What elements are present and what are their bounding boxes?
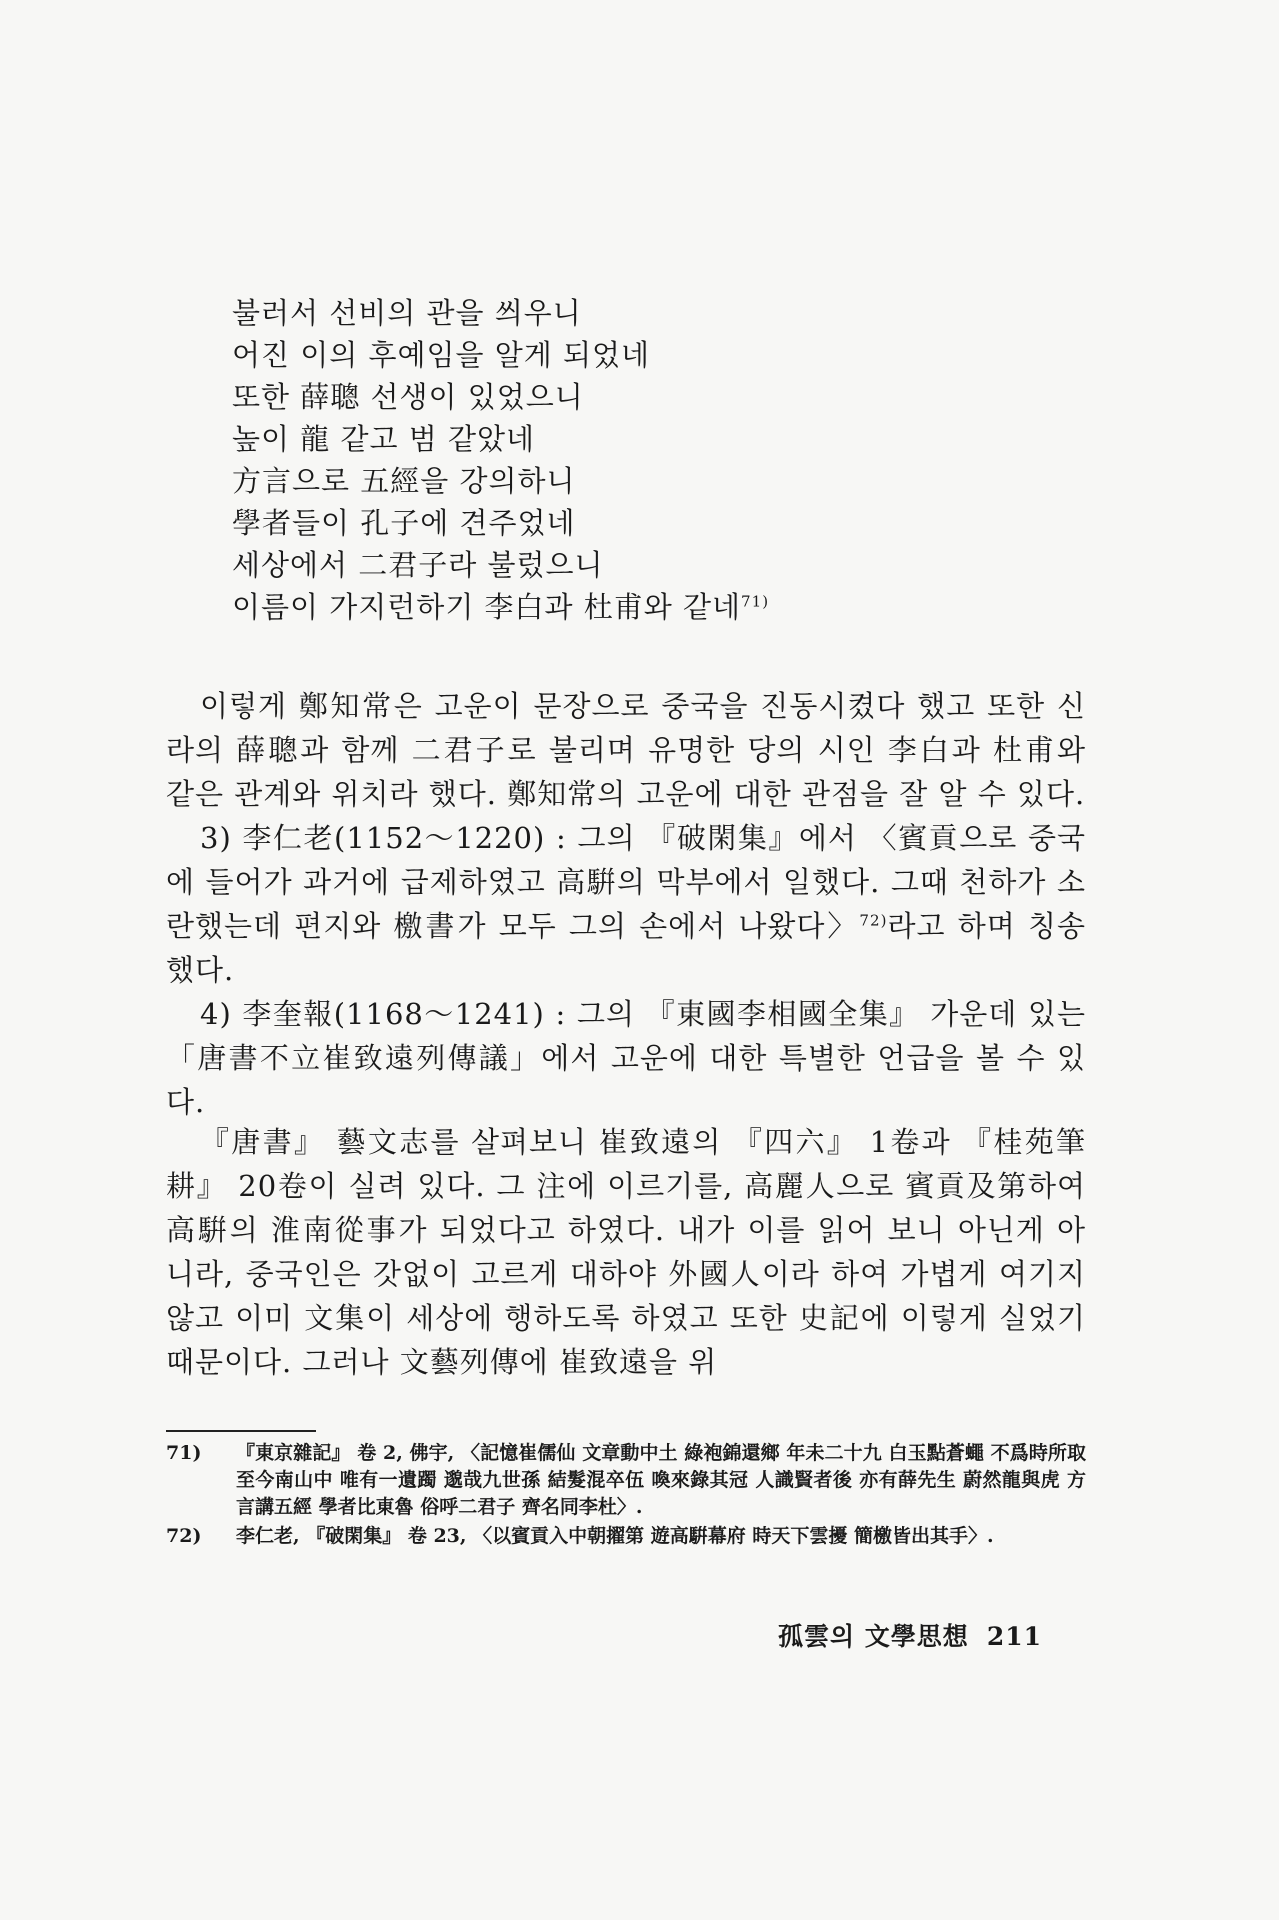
quote-paragraph: 『唐書』 藝文志를 살펴보니 崔致遠의 『四六』 1卷과 『桂苑筆耕』 20卷이 실려 있다. 그 注에 이르기를, 高麗人으로 賓貢及第하여 高騈의 淮南從事가 되었다고 하였다. 내가 이를 읽어 보니 아닌게 아니라, 중국인은 갓없이 고르게 대하야 外國人이라 하여 가볍게 여기지 않고 이미 文集이 세상에 행하도록 하였고 또한 史記에 이렇게 실었기 때문이다. 그러나 文藝列傳에 崔致遠을 위	[166, 1125, 1086, 1379]
block-quote	[166, 1120, 1086, 1384]
running-footer	[778, 1617, 1042, 1653]
footnote-ref-71[interactable]: 71)	[741, 592, 770, 611]
quoted-poem	[232, 292, 1052, 628]
poem-line-text: 이름이 가지런하기 李白과 杜甫와 같네	[232, 590, 742, 624]
poem-line	[232, 586, 1052, 628]
body-text	[166, 684, 1086, 1124]
footnote-text: 李仁老, 『破閑集』 卷 23, 〈以賓貢入中朝擢第 遊高騈幕府 時天下雲擾 簡檄皆出其手〉.	[236, 1525, 994, 1547]
page-number: 211	[986, 1622, 1042, 1651]
item-3-li-in-ro	[166, 816, 1086, 992]
footnote-72	[166, 1523, 1086, 1550]
footnote-71	[166, 1440, 1086, 1521]
item-4-li-gyu-bo: 4) 李奎報(1168～1241) : 그의 『東國李相國全集』 가운데 있는 「唐書不立崔致遠列傳議」에서 고운에 대한 특별한 언급을 볼 수 있다.	[166, 997, 1086, 1119]
footnotes	[166, 1440, 1086, 1552]
footnote-text: 『東京雜記』 卷 2, 佛宇, 〈記憶崔儒仙 文章動中土 綠袍錦還鄉 年未二十九 白玉點蒼蠅 不爲時所取 至今南山中 唯有一遺躅 邈哉九世孫 結髮混卒伍 喚來錄其冠 人識賢者後 亦有薛先生 蔚然龍與虎 方言講五經 學者比東魯 俗呼二君子 齊名同李杜〉.	[236, 1442, 1086, 1518]
paragraph-1: 이렇게 鄭知常은 고운이 문장으로 중국을 진동시켰다 했고 또한 신라의 薛聰과 함께 二君子로 불리며 유명한 당의 시인 李白과 杜甫와 같은 관계와 위치라 했다. 鄭知常의 고운에 대한 관점을 잘 알 수 있다.	[166, 689, 1086, 811]
footnote-ref-72[interactable]: 72)	[859, 911, 888, 930]
poem-line: 어진 이의 후예임을 알게 되었네	[232, 338, 651, 372]
poem-line: 學者들이 孔子에 견주었네	[232, 506, 576, 540]
item-3-text: 3) 李仁老(1152～1220) : 그의 『破閑集』에서 〈賓貢으로 중국에 들어가 과거에 급제하였고 高騈의 막부에서 일했다. 그때 천하가 소란했는데 편지와 檄書가 모두 그의 손에서 나왔다〉	[166, 821, 1086, 943]
poem-line: 높이 龍 같고 범 같았네	[232, 422, 535, 456]
running-title: 孤雲의 文學思想	[777, 1622, 969, 1651]
footnote-divider	[166, 1430, 316, 1432]
footnote-number: 71)	[166, 1442, 202, 1464]
footnote-number: 72)	[166, 1525, 202, 1547]
item-3-text-end: 라고 하며 칭송했다.	[166, 909, 1086, 987]
poem-line: 方言으로 五經을 강의하니	[232, 464, 576, 498]
poem-line: 또한 薛聰 선생이 있었으니	[232, 380, 584, 414]
poem-line: 세상에서 二君子라 불렀으니	[232, 548, 604, 582]
poem-line: 불러서 선비의 관을 씌우니	[232, 296, 582, 330]
